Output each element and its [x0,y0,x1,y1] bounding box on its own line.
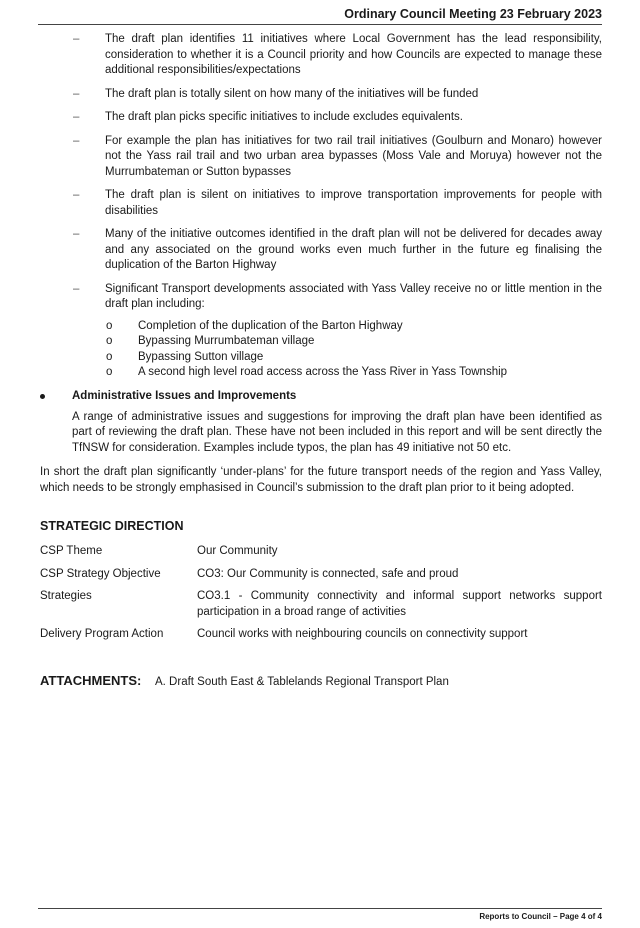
administrative-issues-paragraph: A range of administrative issues and suggestions for improving the draft plan have been identified as part of reviewing the draft plan. These have not been included in this report and will be sent directly the TfNSW for consideration. Examples include typos, the plan has 49 initiative not 50 etc. [72,410,602,454]
list-item-text: The draft plan picks specific initiatives to include excludes equivalents. [105,111,463,123]
row-label: Strategies [40,590,92,602]
attachment-item: A. Draft South East & Tablelands Regional Transport Plan [155,676,449,688]
row-label: CSP Theme [40,545,103,557]
list-item [40,32,602,79]
list-item [40,227,602,274]
list-item-text: Significant Transport developments associated with Yass Valley receive no or little mention in the draft plan including: [105,282,602,310]
row-label: Delivery Program Action [40,628,164,640]
table-row [40,567,602,583]
header-divider [38,24,602,25]
circle-bullet: o [106,335,113,347]
list-item [40,134,602,181]
dash-bullet: – [73,111,80,123]
sub-list-item-text: Completion of the duplication of the Barton Highway [138,319,403,332]
table-row [40,589,602,620]
attachments-section [40,673,449,691]
sub-list-item [40,350,602,366]
dash-bullet: – [73,134,80,147]
list-item [40,282,602,313]
yass-valley-developments-list [40,319,602,381]
dash-bullet: – [73,282,80,295]
list-item [40,87,602,103]
strategic-direction-heading: STRATEGIC DIRECTION [40,519,184,533]
dash-bullet: – [73,33,80,45]
summary-paragraph: In short the draft plan significantly ‘under-plans’ for the future transport needs of the region and Yass Valley, which needs to be strongly emphasised in Council’s submission to the draft plan prior to it being adopted. [40,466,602,494]
administrative-issues-heading [40,389,602,405]
circle-bullet: o [106,319,113,332]
round-bullet-icon [40,394,45,399]
list-item-text: Many of the initiative outcomes identified in the draft plan will not be delivered for decades away and any associated on the ground works even much further in the future eg finalising the duplication of the Barton Highway [105,228,602,271]
table-row [40,544,602,560]
administrative-issues-section [40,389,602,456]
table-row [40,627,602,643]
row-value: CO3: Our Community is connected, safe and proud [197,567,459,580]
footer-divider [38,908,602,909]
sub-list-item-text: Bypassing Murrumbateman village [138,335,315,347]
list-item-text: The draft plan is silent on initiatives to improve transportation improvements for people with disabilities [105,189,602,217]
row-label: CSP Strategy Objective [40,567,161,580]
list-item-text: For example the plan has initiatives for two rail trail initiatives (Goulburn and Monaro) however not the Yass rail trail and two urban area bypasses (Moss Vale and Moruya) however not the Murrumbateman or Sutton bypasses [105,134,602,178]
circle-bullet: o [106,366,113,378]
row-value: Council works with neighbouring councils on connectivity support [197,628,528,640]
attachments-label: ATTACHMENTS: [40,673,142,688]
dash-bullet: – [73,228,80,240]
admin-heading-text: Administrative Issues and Improvements [72,390,297,402]
strategic-direction-table [40,544,602,650]
list-item [40,188,602,219]
page-footer: Reports to Council – Page 4 of 4 [479,912,602,921]
row-value: Our Community [197,545,278,557]
dash-bullet: – [73,189,80,201]
sub-list-item [40,319,602,335]
list-item-text: The draft plan identifies 11 initiatives where Local Government has the lead responsibility, consideration to whether it is a Council priority and how Councils are expected to manage these additional responsibilities/expectations [105,33,602,76]
list-item [40,110,602,126]
sub-list-item [40,365,602,381]
row-value: CO3.1 - Community connectivity and informal support networks support participation in a broad range of activities [197,590,602,618]
draft-plan-concerns-list [40,32,602,381]
list-item-text: The draft plan is totally silent on how many of the initiatives will be funded [105,87,479,100]
sub-list-item [40,334,602,350]
sub-list-item-text: A second high level road access across the Yass River in Yass Township [138,366,508,378]
dash-bullet: – [73,87,80,100]
circle-bullet: o [106,350,113,363]
sub-list-item-text: Bypassing Sutton village [138,350,264,363]
page-header-title: Ordinary Council Meeting 23 February 2023 [344,7,602,21]
